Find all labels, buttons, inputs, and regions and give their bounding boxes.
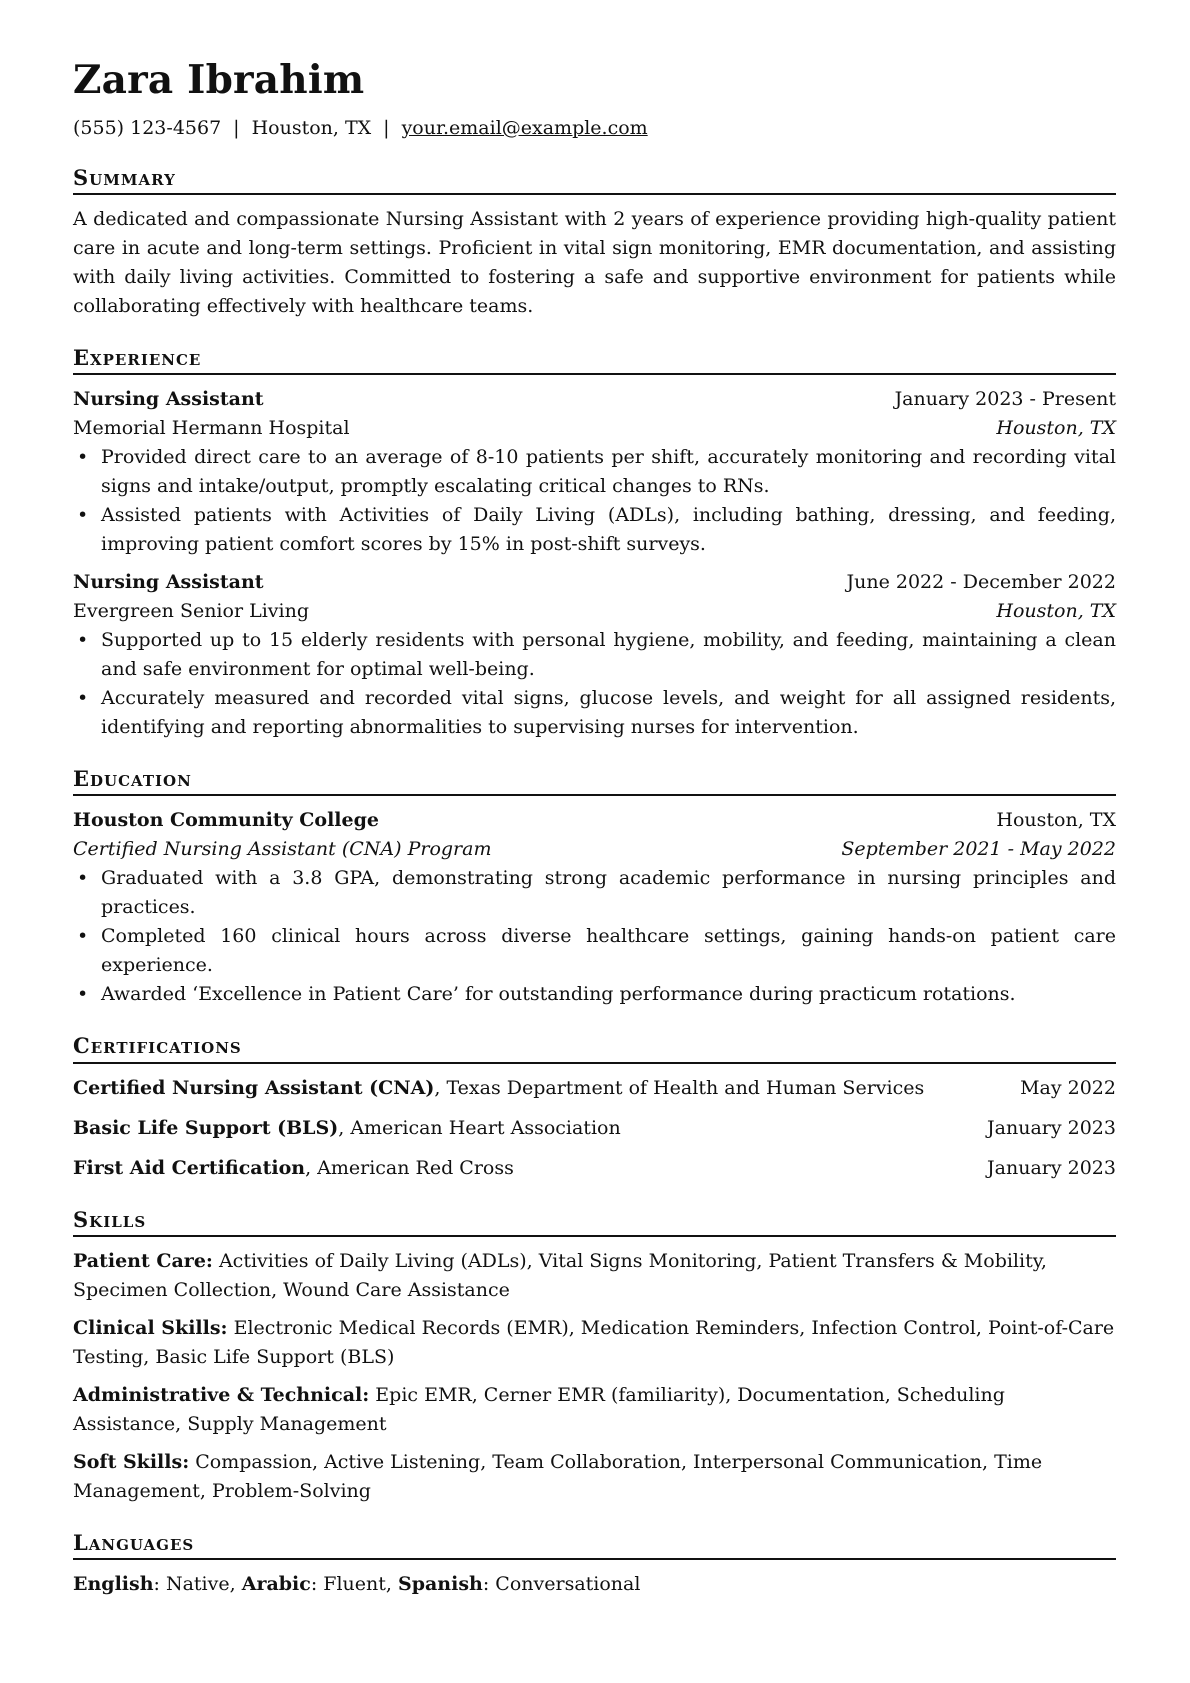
skill-category: Administrative & Technical:	[73, 1383, 370, 1406]
experience-entry	[73, 568, 1116, 742]
skill-list: Epic EMR, Cerner EMR (familiarity), Documentation, Scheduling Assistance, Supply Management	[73, 1383, 1005, 1435]
skill-line	[73, 1247, 1116, 1305]
skill-line	[73, 1448, 1116, 1506]
skill-category: Patient Care:	[73, 1249, 213, 1272]
language-name: Arabic	[241, 1573, 311, 1596]
job-title: Nursing Assistant	[73, 571, 264, 594]
job-employer-row	[73, 597, 1116, 626]
job-location: Houston, TX	[996, 600, 1116, 623]
language-name: English	[73, 1573, 154, 1596]
program-dates: September 2021 - May 2022	[841, 838, 1116, 861]
section-title-experience: Experience	[73, 345, 1116, 375]
language-level: : Conversational	[482, 1573, 641, 1596]
job-bullet: • Supported up to 15 elderly residents with personal hygiene, mobility, and feeding, maintaining a clean and safe environment for optimal well-being.	[101, 626, 1116, 684]
language-level: : Native,	[153, 1573, 242, 1596]
job-bullet: • Assisted patients with Activities of Daily Living (ADLs), including bathing, dressing, and feeding, improving patient comfort scores by 15% in post-shift surveys.	[101, 501, 1116, 559]
program-name: Certified Nursing Assistant (CNA) Program	[73, 838, 492, 861]
certification-row	[73, 1154, 1116, 1183]
certification-name: Basic Life Support (BLS)	[73, 1116, 339, 1139]
section-title-education: Education	[73, 766, 1116, 796]
skill-list: Activities of Daily Living (ADLs), Vital Signs Monitoring, Patient Transfers & Mobility, Specimen Collection, Wound Care Assistance	[73, 1249, 1047, 1301]
section-title-certifications: Certifications	[73, 1033, 1116, 1063]
contact-line	[73, 116, 1116, 141]
job-header-row	[73, 385, 1116, 414]
job-employer-row	[73, 414, 1116, 443]
school-location: Houston, TX	[996, 809, 1116, 832]
certification-issuer: , Texas Department of Health and Human Services	[434, 1076, 925, 1099]
contact-separator: |	[383, 116, 390, 139]
certification-date: January 2023	[987, 1156, 1116, 1179]
language-name: Spanish	[397, 1573, 483, 1596]
candidate-name: Zara Ibrahim	[73, 57, 365, 103]
section-title-summary: Summary	[73, 165, 1116, 195]
skill-list: Electronic Medical Records (EMR), Medication Reminders, Infection Control, Point-of-Care Testing, Basic Life Support (BLS)	[73, 1316, 1115, 1368]
job-title: Nursing Assistant	[73, 388, 264, 411]
education-bullet: • Graduated with a 3.8 GPA, demonstrating strong academic performance in nursing principles and practices.	[101, 864, 1116, 922]
job-bullets	[73, 443, 1116, 559]
job-employer: Evergreen Senior Living	[73, 600, 309, 623]
phone-number: (555) 123-4567	[73, 116, 222, 139]
certification-issuer: , American Red Cross	[305, 1156, 514, 1179]
skill-category: Soft Skills:	[73, 1450, 190, 1473]
email-link[interactable]: your.email@example.com	[401, 116, 648, 139]
certification-name: Certified Nursing Assistant (CNA)	[73, 1076, 435, 1099]
certification-date: May 2022	[1020, 1076, 1116, 1099]
section-title-skills: Skills	[73, 1207, 1116, 1237]
job-dates: January 2023 - Present	[894, 388, 1116, 411]
skill-category: Clinical Skills:	[73, 1316, 228, 1339]
certification-date: January 2023	[987, 1116, 1116, 1139]
skill-line	[73, 1314, 1116, 1372]
job-bullet: • Accurately measured and recorded vital signs, glucose levels, and weight for all assigned residents, identifying and reporting abnormalities to supervising nurses for intervention.	[101, 684, 1116, 742]
job-employer: Memorial Hermann Hospital	[73, 417, 350, 440]
job-dates: June 2022 - December 2022	[846, 571, 1116, 594]
experience-entry	[73, 385, 1116, 559]
job-bullets	[73, 626, 1116, 742]
languages-line	[73, 1570, 1116, 1599]
skill-list: Compassion, Active Listening, Team Collaboration, Interpersonal Communication, Time Management, Problem-Solving	[73, 1450, 1043, 1502]
education-bullet: • Awarded ‘Excellence in Patient Care’ for outstanding performance during practicum rotations.	[101, 980, 1116, 1009]
summary-text: A dedicated and compassionate Nursing Assistant with 2 years of experience providing high-quality patient care in acute and long-term settings. Proficient in vital sign monitoring, EMR documentation, and assisting with daily living activities. Committed to fostering a safe and supportive environment for patients while collaborating effectively with healthcare teams.	[73, 207, 1116, 317]
certification-row	[73, 1074, 1116, 1103]
education-program-row	[73, 835, 1116, 864]
language-level: : Fluent,	[310, 1573, 398, 1596]
education-entry	[73, 806, 1116, 1009]
education-bullet: • Completed 160 clinical hours across diverse healthcare settings, gaining hands-on patient care experience.	[101, 922, 1116, 980]
job-location: Houston, TX	[996, 417, 1116, 440]
education-header-row	[73, 806, 1116, 835]
job-bullet: • Provided direct care to an average of 8-10 patients per shift, accurately monitoring and recording vital signs and intake/output, promptly escalating critical changes to RNs.	[101, 443, 1116, 501]
contact-location: Houston, TX	[251, 116, 372, 139]
certification-row	[73, 1114, 1116, 1143]
certification-issuer: , American Heart Association	[338, 1116, 621, 1139]
job-header-row	[73, 568, 1116, 597]
certification-name: First Aid Certification	[73, 1156, 306, 1179]
school-name: Houston Community College	[73, 809, 379, 832]
education-bullets	[73, 864, 1116, 1009]
section-title-languages: Languages	[73, 1530, 1116, 1560]
contact-separator: |	[233, 116, 240, 139]
skill-line	[73, 1381, 1116, 1439]
